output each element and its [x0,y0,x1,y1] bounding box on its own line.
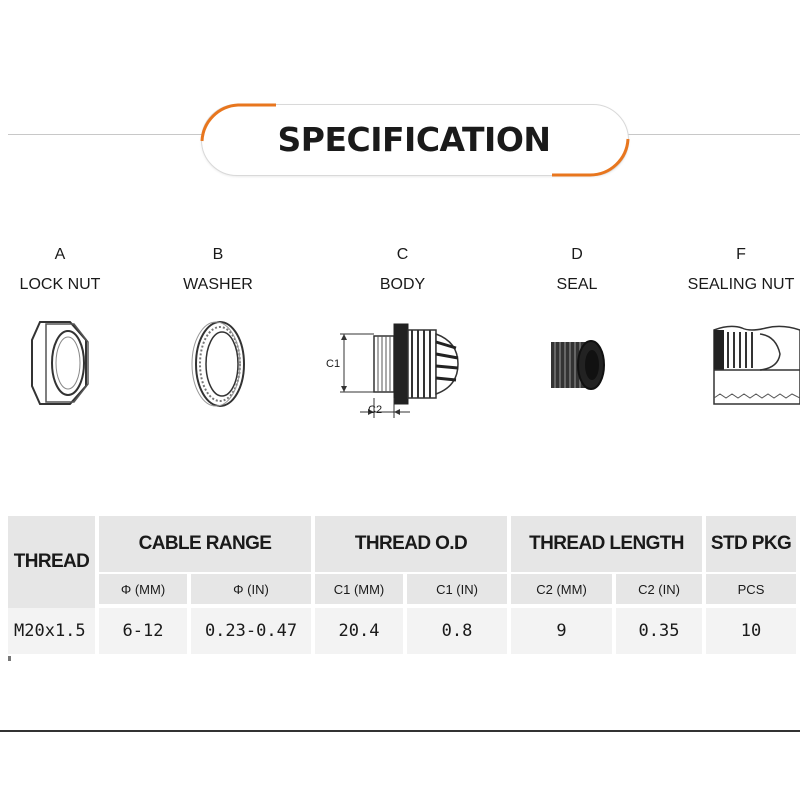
header-thread-length: THREAD LENGTH [511,516,706,572]
cell-c1-mm: 20.4 [315,608,407,654]
cell-thread: M20x1.5 [8,608,99,654]
subheader-cable-in: Φ (IN) [191,572,315,608]
part-letter: A [54,246,66,263]
part-washer [168,246,268,416]
subheader-c2-in: C2 (IN) [616,572,706,608]
header-std-pkg: STD PKG [706,516,800,572]
seal-icon [547,334,609,396]
subheader-cable-mm: Φ (MM) [99,572,191,608]
sealing-nut-icon [710,324,800,408]
dimension-c1-label: C1 [326,358,341,370]
part-letter: F [736,246,746,263]
header-cable-range: CABLE RANGE [99,516,315,572]
cell-c1-in: 0.8 [407,608,511,654]
header-thread-od: THREAD O.D [315,516,511,572]
cell-c2-mm: 9 [511,608,616,654]
header-thread: THREAD [8,516,99,608]
part-letter: D [571,246,583,263]
cell-c2-in: 0.35 [616,608,706,654]
part-sealing-nut [682,246,800,416]
part-name: BODY [379,276,426,293]
table-tick-mark [8,656,11,661]
footer-divider [0,730,800,732]
subheader-c1-mm: C1 (MM) [315,572,407,608]
part-name: SEALING NUT [687,276,795,293]
cell-pcs: 10 [706,608,800,654]
lock-nut-icon [26,318,94,408]
part-letter: C [396,246,409,263]
dimension-c2-label: C2 [368,404,383,416]
part-lock-nut [10,246,110,416]
part-name: SEAL [556,276,598,293]
part-seal [527,246,627,416]
washer-icon [186,318,250,410]
page-title: SPECIFICATION [277,119,551,159]
subheader-pcs: PCS [706,572,800,608]
part-name: LOCK NUT [19,276,101,293]
subheader-c1-in: C1 (IN) [407,572,511,608]
part-body [326,246,475,426]
cell-cable-in: 0.23-0.47 [191,608,315,654]
subheader-c2-mm: C2 (MM) [511,572,616,608]
table-row [8,608,800,654]
gland-body-icon [330,318,475,423]
spec-table [8,516,800,654]
cell-cable-mm: 6-12 [99,608,191,654]
part-name: WASHER [183,276,253,293]
part-letter: B [212,246,224,263]
